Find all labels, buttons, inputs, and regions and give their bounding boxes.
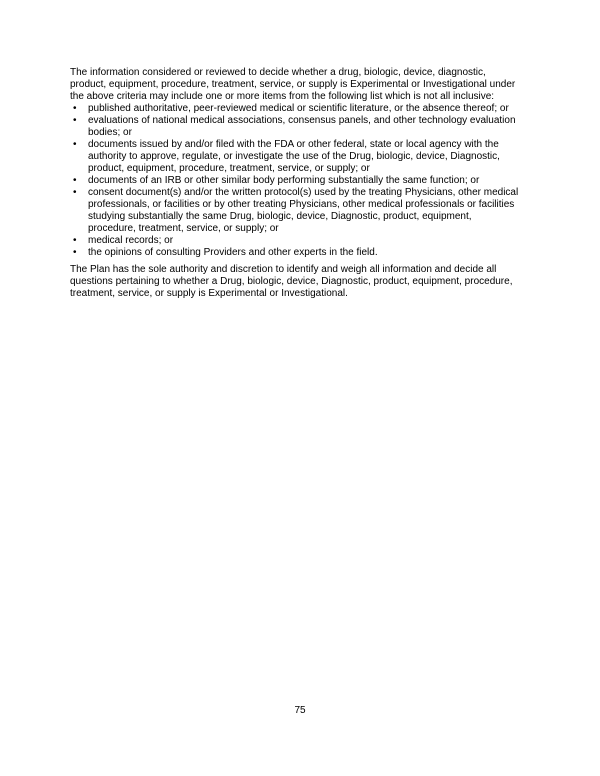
criteria-list [70,103,522,259]
closing-paragraph: The Plan has the sole authority and discretion to identify and weigh all information and decide all questions pertaining to whether a Drug, biologic, device, Diagnostic, product, equipment, procedure, treatment, service, or supply is Experimental or Investigational. [70,264,513,299]
list-item: • the opinions of consulting Providers and other experts in the field. [70,247,522,259]
list-item: • consent document(s) and/or the written protocol(s) used by the treating Physicians, other medical professionals, or facilities or by other treating Physicians, other medical professionals or facilities studying substantially the same Drug, biologic, device, Diagnostic, product, equipment, procedure, treatment, service, or supply; or [70,187,522,235]
list-item: • medical records; or [70,235,522,247]
list-item: • evaluations of national medical associations, consensus panels, and other technology evaluation bodies; or [70,115,522,139]
list-item: • published authoritative, peer-reviewed medical or scientific literature, or the absence thereof; or [70,103,522,115]
page-number: 75 [294,705,306,716]
list-item: • documents of an IRB or other similar body performing substantially the same function; or [70,175,522,187]
page-content [70,67,522,300]
intro-paragraph: The information considered or reviewed to decide whether a drug, biologic, device, diagnostic, product, equipment, procedure, treatment, service, or supply is Experimental or Investigational under the above criteria may include one or more items from the following list which is not all inclusive: [70,67,516,102]
list-item: • documents issued by and/or filed with the FDA or other federal, state or local agency with the authority to approve, regulate, or investigate the use of the Drug, biologic, device, Diagnostic, product, equipment, procedure, treatment, service, or supply; or [70,139,522,175]
